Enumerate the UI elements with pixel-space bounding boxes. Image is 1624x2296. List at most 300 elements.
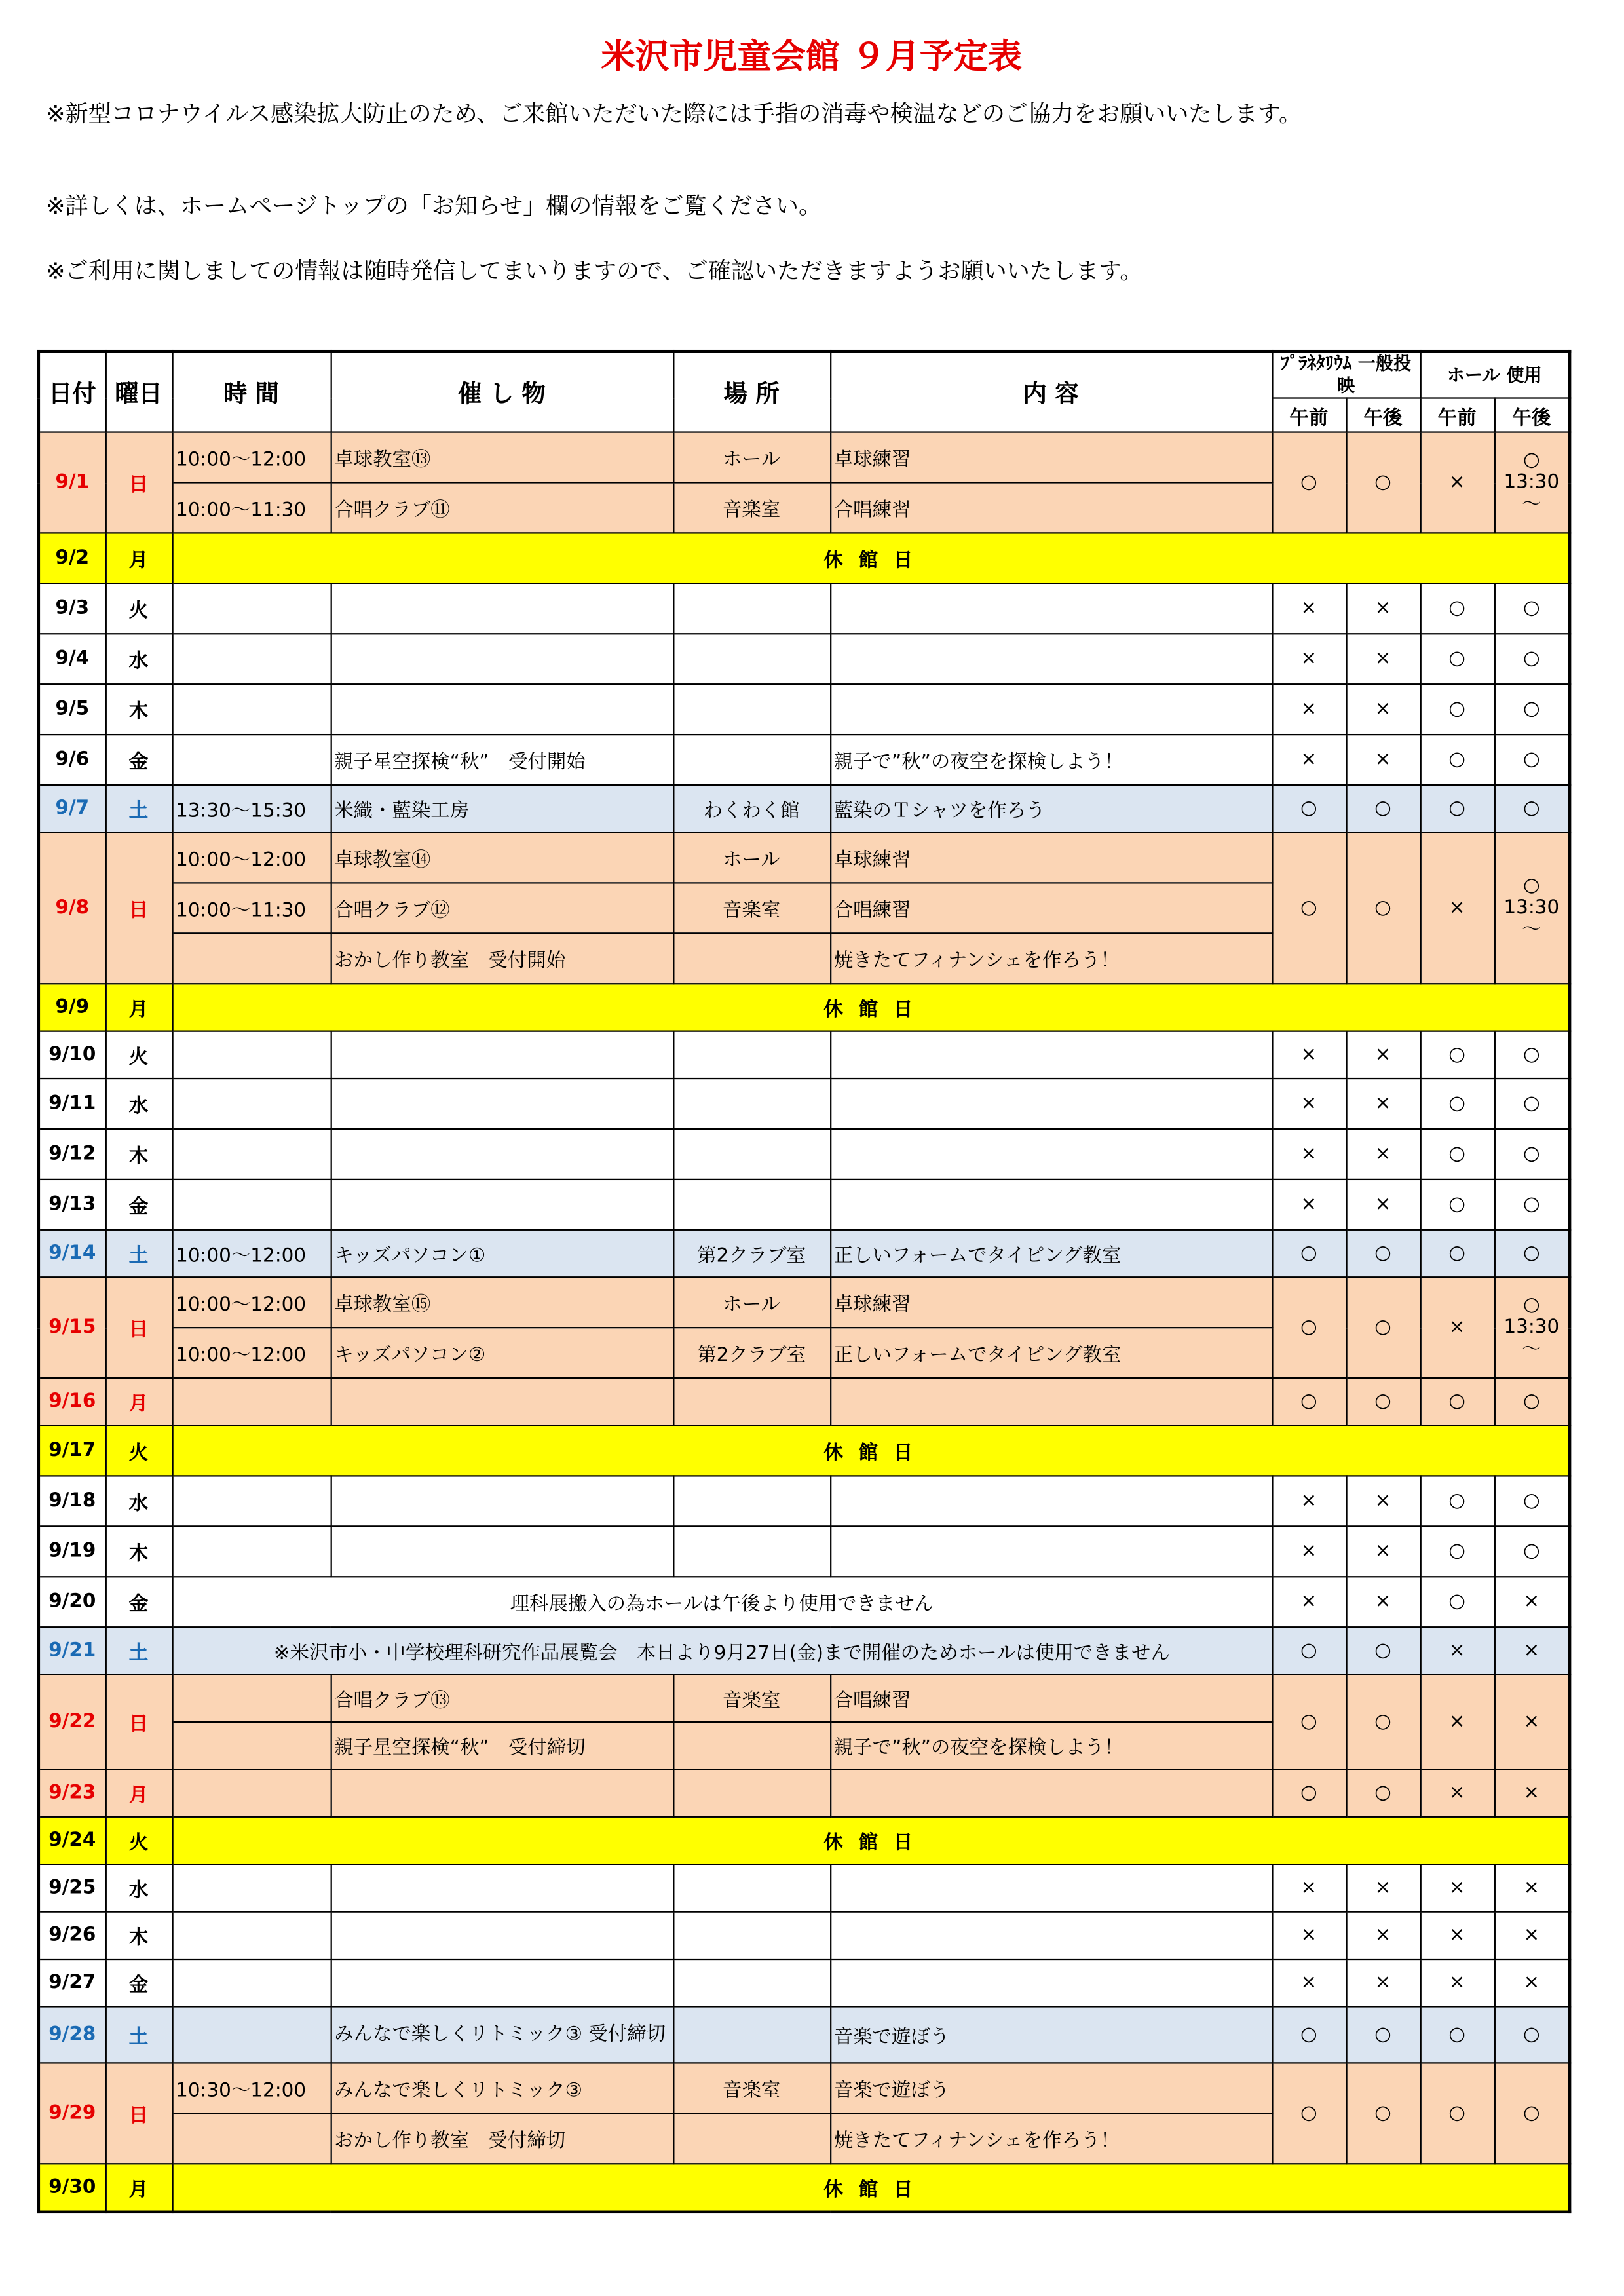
place-cell xyxy=(673,1722,830,1769)
event-cell xyxy=(331,1526,673,1577)
event-cell: 親子星空探検“秋” 受付締切 xyxy=(331,1722,673,1769)
status-p-pm: × xyxy=(1346,583,1420,634)
content-cell xyxy=(830,1179,1272,1230)
status-p-am: ○ xyxy=(1272,832,1346,984)
date-cell: 9/28 xyxy=(39,2006,105,2063)
status-p-am: ○ xyxy=(1272,785,1346,832)
status-h-pm: × xyxy=(1494,1864,1570,1911)
date-cell: 9/16 xyxy=(39,1378,105,1425)
table-row xyxy=(39,984,1570,1031)
status-h-pm: ○ xyxy=(1494,2006,1570,2063)
header-hall: ホール 使用 xyxy=(1420,351,1570,398)
event-cell xyxy=(331,1378,673,1425)
place-cell: 第2クラブ室 xyxy=(673,1230,830,1277)
content-cell: 正しいフォームでタイピング教室 xyxy=(830,1328,1272,1378)
date-cell: 9/12 xyxy=(39,1129,105,1179)
status-p-pm: × xyxy=(1346,1864,1420,1911)
status-p-pm: × xyxy=(1346,735,1420,785)
weekday-cell: 金 xyxy=(105,1577,172,1627)
weekday-cell: 月 xyxy=(105,1769,172,1816)
event-cell: 米織・藍染工房 xyxy=(331,785,673,832)
schedule-body xyxy=(39,432,1570,2211)
content-cell xyxy=(830,1079,1272,1129)
status-p-am: ○ xyxy=(1272,1675,1346,1770)
status-p-pm: ○ xyxy=(1346,2063,1420,2164)
event-cell: キッズパソコン① xyxy=(331,1230,673,1277)
status-p-am: × xyxy=(1272,1129,1346,1179)
status-p-pm: ○ xyxy=(1346,1230,1420,1277)
table-row xyxy=(39,1577,1570,1627)
status-p-pm: × xyxy=(1346,1129,1420,1179)
status-h-pm: ○ xyxy=(1494,1378,1570,1425)
time-cell xyxy=(172,1179,330,1230)
content-cell xyxy=(830,1031,1272,1079)
status-h-am: ○ xyxy=(1420,1577,1494,1627)
status-h-am: ○ xyxy=(1420,1079,1494,1129)
status-p-am: × xyxy=(1272,1179,1346,1230)
header-dow: 曜日 xyxy=(105,351,172,432)
status-h-am: ○ xyxy=(1420,785,1494,832)
content-cell xyxy=(830,1129,1272,1179)
event-cell xyxy=(331,583,673,634)
time-cell: 10:00～12:00 xyxy=(172,1328,330,1378)
event-cell xyxy=(331,1079,673,1129)
content-cell xyxy=(830,684,1272,735)
weekday-cell: 木 xyxy=(105,1912,172,1959)
status-h-am: × xyxy=(1420,432,1494,533)
time-cell xyxy=(172,1526,330,1577)
header-event: 催 し 物 xyxy=(331,351,673,432)
weekday-cell: 月 xyxy=(105,2164,172,2211)
table-row xyxy=(39,1031,1570,1079)
time-cell xyxy=(172,684,330,735)
date-cell: 9/25 xyxy=(39,1864,105,1911)
header-date: 日付 xyxy=(39,351,105,432)
status-h-am: × xyxy=(1420,1769,1494,1816)
content-cell xyxy=(830,1912,1272,1959)
place-cell xyxy=(673,684,830,735)
event-cell xyxy=(331,1912,673,1959)
closed-day-label: 休 館 日 xyxy=(172,533,1570,583)
date-cell: 9/9 xyxy=(39,984,105,1031)
place-cell xyxy=(673,735,830,785)
status-p-am: × xyxy=(1272,1526,1346,1577)
status-p-pm: × xyxy=(1346,1179,1420,1230)
date-cell: 9/30 xyxy=(39,2164,105,2211)
event-cell: 合唱クラブ⑬ xyxy=(331,1675,673,1722)
status-p-pm: × xyxy=(1346,1526,1420,1577)
content-cell xyxy=(830,1864,1272,1911)
date-cell: 9/17 xyxy=(39,1425,105,1476)
content-cell: 音楽で遊ぼう xyxy=(830,2006,1272,2063)
status-h-pm: ○ xyxy=(1494,2063,1570,2164)
status-h-am: ○ xyxy=(1420,1179,1494,1230)
date-cell: 9/20 xyxy=(39,1577,105,1627)
place-cell: 音楽室 xyxy=(673,1675,830,1722)
time-cell xyxy=(172,1912,330,1959)
date-cell: 9/3 xyxy=(39,583,105,634)
weekday-cell: 土 xyxy=(105,1230,172,1277)
status-h-pm: × xyxy=(1494,1959,1570,2006)
status-h-pm: ○ xyxy=(1494,1031,1570,1079)
status-h-am: ○ xyxy=(1420,735,1494,785)
status-h-am: ○ xyxy=(1420,583,1494,634)
status-h-pm: ○ 13:30 ～ xyxy=(1494,832,1570,984)
table-row xyxy=(39,1675,1570,1722)
status-h-pm: ○ xyxy=(1494,583,1570,634)
status-p-pm: ○ xyxy=(1346,2006,1420,2063)
status-p-am: × xyxy=(1272,1577,1346,1627)
place-cell xyxy=(673,1912,830,1959)
date-cell: 9/26 xyxy=(39,1912,105,1959)
weekday-cell: 木 xyxy=(105,1526,172,1577)
event-cell xyxy=(331,1476,673,1526)
status-h-am: × xyxy=(1420,1277,1494,1378)
header-content: 内 容 xyxy=(830,351,1272,432)
time-cell: 10:00～12:00 xyxy=(172,1277,330,1328)
table-row xyxy=(39,1129,1570,1179)
table-row xyxy=(39,1769,1570,1816)
place-cell xyxy=(673,583,830,634)
place-cell: ホール xyxy=(673,832,830,883)
table-row xyxy=(39,684,1570,735)
date-cell: 9/5 xyxy=(39,684,105,735)
weekday-cell: 火 xyxy=(105,1031,172,1079)
header-planetarium-am: 午前 xyxy=(1272,398,1346,432)
status-h-am: ○ xyxy=(1420,1378,1494,1425)
status-p-am: × xyxy=(1272,684,1346,735)
page-title: 米沢市児童会館 ９月予定表 xyxy=(601,38,1023,77)
content-cell: 音楽で遊ぼう xyxy=(830,2063,1272,2113)
place-cell xyxy=(673,2113,830,2164)
header-place: 場 所 xyxy=(673,351,830,432)
place-cell xyxy=(673,933,830,984)
status-h-pm: ○ xyxy=(1494,1526,1570,1577)
status-p-pm: ○ xyxy=(1346,785,1420,832)
status-p-pm: × xyxy=(1346,1577,1420,1627)
time-cell: 10:00～12:00 xyxy=(172,432,330,483)
status-h-pm: ○ xyxy=(1494,1179,1570,1230)
weekday-cell: 水 xyxy=(105,1079,172,1129)
date-cell: 9/29 xyxy=(39,2063,105,2164)
weekday-cell: 日 xyxy=(105,832,172,984)
time-cell: 10:00～11:30 xyxy=(172,883,330,933)
table-row xyxy=(39,1179,1570,1230)
status-h-am: × xyxy=(1420,1912,1494,1959)
weekday-cell: 木 xyxy=(105,1129,172,1179)
status-p-am: ○ xyxy=(1272,1769,1346,1816)
header-hall-pm: 午後 xyxy=(1494,398,1570,432)
status-p-am: × xyxy=(1272,634,1346,684)
date-cell: 9/24 xyxy=(39,1817,105,1864)
status-h-pm: ○ xyxy=(1494,785,1570,832)
place-cell xyxy=(673,1769,830,1816)
event-cell: おかし作り教室 受付締切 xyxy=(331,2113,673,2164)
table-row xyxy=(39,735,1570,785)
place-cell: 第2クラブ室 xyxy=(673,1328,830,1378)
table-row xyxy=(39,1425,1570,1476)
status-h-am: ○ xyxy=(1420,1476,1494,1526)
place-cell xyxy=(673,1129,830,1179)
status-p-pm: ○ xyxy=(1346,432,1420,533)
date-cell: 9/14 xyxy=(39,1230,105,1277)
status-h-am: ○ xyxy=(1420,1129,1494,1179)
status-p-am: ○ xyxy=(1272,2063,1346,2164)
content-cell: 合唱練習 xyxy=(830,482,1272,533)
place-cell xyxy=(673,1476,830,1526)
content-cell: 合唱練習 xyxy=(830,883,1272,933)
time-cell: 10:30～12:00 xyxy=(172,2063,330,2113)
weekday-cell: 日 xyxy=(105,1277,172,1378)
status-p-am: × xyxy=(1272,583,1346,634)
notice-covid: ※新型コロナウイルス感染拡大防止のため、ご来館いただいた際には手指の消毒や検温などのご協力をお願いいたします。 xyxy=(46,100,1302,128)
date-cell: 9/22 xyxy=(39,1675,105,1770)
status-h-am: ○ xyxy=(1420,2063,1494,2164)
content-cell: 親子で”秋”の夜空を探検しよう！ xyxy=(830,735,1272,785)
event-cell: みんなで楽しくリトミック③ 受付締切 xyxy=(331,2006,673,2063)
date-cell: 9/10 xyxy=(39,1031,105,1079)
content-cell: 親子で”秋”の夜空を探検しよう！ xyxy=(830,1722,1272,1769)
time-cell xyxy=(172,1031,330,1079)
weekday-cell: 金 xyxy=(105,1179,172,1230)
weekday-cell: 日 xyxy=(105,1675,172,1770)
status-h-am: × xyxy=(1420,832,1494,984)
event-cell xyxy=(331,1864,673,1911)
content-cell: 正しいフォームでタイピング教室 xyxy=(830,1230,1272,1277)
date-cell: 9/8 xyxy=(39,832,105,984)
date-cell: 9/1 xyxy=(39,432,105,533)
event-cell xyxy=(331,1959,673,2006)
date-cell: 9/23 xyxy=(39,1769,105,1816)
date-cell: 9/6 xyxy=(39,735,105,785)
time-cell xyxy=(172,583,330,634)
place-cell xyxy=(673,634,830,684)
event-cell xyxy=(331,1769,673,1816)
status-p-pm: ○ xyxy=(1346,1627,1420,1674)
table-row xyxy=(39,533,1570,583)
closed-day-label: 休 館 日 xyxy=(172,2164,1570,2211)
table-row xyxy=(39,2063,1570,2113)
table-row xyxy=(39,1378,1570,1425)
date-cell: 9/2 xyxy=(39,533,105,583)
status-h-pm: ○ 13:30 ～ xyxy=(1494,432,1570,533)
time-cell xyxy=(172,1129,330,1179)
status-p-am: ○ xyxy=(1272,1378,1346,1425)
status-p-pm: × xyxy=(1346,1959,1420,2006)
time-cell xyxy=(172,634,330,684)
place-cell xyxy=(673,1959,830,2006)
status-p-am: × xyxy=(1272,1476,1346,1526)
date-cell: 9/13 xyxy=(39,1179,105,1230)
table-row xyxy=(39,432,1570,483)
weekday-cell: 金 xyxy=(105,1959,172,2006)
status-h-am: ○ xyxy=(1420,1031,1494,1079)
status-h-pm: × xyxy=(1494,1769,1570,1816)
weekday-cell: 月 xyxy=(105,1378,172,1425)
time-cell xyxy=(172,1959,330,2006)
status-h-pm: × xyxy=(1494,1675,1570,1770)
status-p-am: × xyxy=(1272,1959,1346,2006)
time-cell xyxy=(172,933,330,984)
status-h-am: × xyxy=(1420,1675,1494,1770)
date-cell: 9/15 xyxy=(39,1277,105,1378)
place-cell: ホール xyxy=(673,1277,830,1328)
status-h-pm: × xyxy=(1494,1912,1570,1959)
header-time: 時 間 xyxy=(172,351,330,432)
date-cell: 9/19 xyxy=(39,1526,105,1577)
status-p-am: ○ xyxy=(1272,1627,1346,1674)
date-cell: 9/18 xyxy=(39,1476,105,1526)
weekday-cell: 金 xyxy=(105,735,172,785)
closed-day-label: 休 館 日 xyxy=(172,984,1570,1031)
status-p-am: × xyxy=(1272,1912,1346,1959)
status-h-am: × xyxy=(1420,1864,1494,1911)
place-cell: ホール xyxy=(673,432,830,483)
time-cell xyxy=(172,2113,330,2164)
table-row xyxy=(39,1864,1570,1911)
weekday-cell: 火 xyxy=(105,583,172,634)
status-p-pm: × xyxy=(1346,1476,1420,1526)
weekday-cell: 火 xyxy=(105,1817,172,1864)
table-row xyxy=(39,785,1570,832)
weekday-cell: 日 xyxy=(105,2063,172,2164)
table-row xyxy=(39,583,1570,634)
content-cell xyxy=(830,634,1272,684)
status-h-am: ○ xyxy=(1420,2006,1494,2063)
status-p-pm: × xyxy=(1346,1031,1420,1079)
table-row xyxy=(39,1230,1570,1277)
content-cell: 卓球練習 xyxy=(830,832,1272,883)
date-cell: 9/7 xyxy=(39,785,105,832)
table-row xyxy=(39,2006,1570,2063)
place-cell: 音楽室 xyxy=(673,482,830,533)
weekday-cell: 月 xyxy=(105,984,172,1031)
event-cell xyxy=(331,634,673,684)
status-h-pm: ○ xyxy=(1494,1476,1570,1526)
event-cell: 卓球教室⑭ xyxy=(331,832,673,883)
notice-updates: ※ご利用に関しましての情報は随時発信してまいりますので、ご確認いただきますようお願いいたします。 xyxy=(46,258,1143,285)
event-cell xyxy=(331,1031,673,1079)
place-cell xyxy=(673,1526,830,1577)
table-row xyxy=(39,1627,1570,1674)
status-h-pm: ○ xyxy=(1494,634,1570,684)
content-cell xyxy=(830,1769,1272,1816)
place-cell xyxy=(673,1079,830,1129)
closed-day-label: 休 館 日 xyxy=(172,1817,1570,1864)
place-cell xyxy=(673,1864,830,1911)
time-cell xyxy=(172,1378,330,1425)
status-h-pm: × xyxy=(1494,1627,1570,1674)
time-cell xyxy=(172,1769,330,1816)
content-cell: 焼きたてフィナンシェを作ろう！ xyxy=(830,2113,1272,2164)
status-p-pm: ○ xyxy=(1346,1675,1420,1770)
time-cell xyxy=(172,2006,330,2063)
table-row xyxy=(39,1817,1570,1864)
closed-day-label: 休 館 日 xyxy=(172,1425,1570,1476)
table-row xyxy=(39,634,1570,684)
place-cell: 音楽室 xyxy=(673,883,830,933)
table-row xyxy=(39,1079,1570,1129)
table-row xyxy=(39,1912,1570,1959)
content-cell xyxy=(830,1378,1272,1425)
event-cell: 卓球教室⑬ xyxy=(331,432,673,483)
event-cell xyxy=(331,1179,673,1230)
status-p-pm: ○ xyxy=(1346,1277,1420,1378)
status-h-am: × xyxy=(1420,1959,1494,2006)
event-cell: 親子星空探検“秋” 受付開始 xyxy=(331,735,673,785)
status-h-am: ○ xyxy=(1420,1526,1494,1577)
content-cell xyxy=(830,583,1272,634)
event-cell: みんなで楽しくリトミック③ xyxy=(331,2063,673,2113)
time-cell xyxy=(172,1079,330,1129)
header-planetarium: ﾌﾟﾗﾈﾀﾘｳﾑ 一般投映 xyxy=(1272,351,1420,398)
place-cell: わくわく館 xyxy=(673,785,830,832)
status-h-pm: ○ xyxy=(1494,684,1570,735)
header-hall-am: 午前 xyxy=(1420,398,1494,432)
weekday-cell: 水 xyxy=(105,1476,172,1526)
status-p-am: × xyxy=(1272,735,1346,785)
status-h-pm: ○ xyxy=(1494,735,1570,785)
status-p-pm: ○ xyxy=(1346,832,1420,984)
status-p-pm: × xyxy=(1346,634,1420,684)
weekday-cell: 水 xyxy=(105,1864,172,1911)
date-cell: 9/21 xyxy=(39,1627,105,1674)
table-row xyxy=(39,2164,1570,2211)
status-h-pm: ○ xyxy=(1494,1230,1570,1277)
time-cell: 10:00～11:30 xyxy=(172,482,330,533)
table-row xyxy=(39,1959,1570,2006)
place-cell xyxy=(673,1179,830,1230)
time-cell xyxy=(172,1864,330,1911)
status-p-am: × xyxy=(1272,1031,1346,1079)
time-cell: 10:00～12:00 xyxy=(172,1230,330,1277)
schedule-table xyxy=(37,350,1572,2213)
weekday-cell: 月 xyxy=(105,533,172,583)
weekday-cell: 土 xyxy=(105,1627,172,1674)
content-cell xyxy=(830,1476,1272,1526)
status-p-am: × xyxy=(1272,1864,1346,1911)
content-cell: 合唱練習 xyxy=(830,1675,1272,1722)
status-h-am: × xyxy=(1420,1627,1494,1674)
event-cell: 卓球教室⑮ xyxy=(331,1277,673,1328)
header-planetarium-pm: 午後 xyxy=(1346,398,1420,432)
content-cell: 卓球練習 xyxy=(830,432,1272,483)
time-cell xyxy=(172,1675,330,1722)
event-cell: おかし作り教室 受付開始 xyxy=(331,933,673,984)
status-p-am: ○ xyxy=(1272,1230,1346,1277)
status-h-am: ○ xyxy=(1420,634,1494,684)
status-p-pm: × xyxy=(1346,684,1420,735)
status-h-pm: ○ xyxy=(1494,1129,1570,1179)
weekday-cell: 土 xyxy=(105,785,172,832)
place-cell xyxy=(673,2006,830,2063)
time-cell xyxy=(172,1476,330,1526)
status-h-pm: ○ 13:30 ～ xyxy=(1494,1277,1570,1378)
status-h-pm: × xyxy=(1494,1577,1570,1627)
weekday-cell: 日 xyxy=(105,432,172,533)
table-row xyxy=(39,1476,1570,1526)
weekday-cell: 土 xyxy=(105,2006,172,2063)
status-p-am: ○ xyxy=(1272,2006,1346,2063)
weekday-cell: 木 xyxy=(105,684,172,735)
status-h-am: ○ xyxy=(1420,1230,1494,1277)
place-cell: 音楽室 xyxy=(673,2063,830,2113)
status-p-pm: × xyxy=(1346,1912,1420,1959)
time-cell xyxy=(172,1722,330,1769)
notice-cell: 理科展搬入の為ホールは午後より使用できません xyxy=(172,1577,1272,1627)
status-p-am: ○ xyxy=(1272,432,1346,533)
date-cell: 9/11 xyxy=(39,1079,105,1129)
